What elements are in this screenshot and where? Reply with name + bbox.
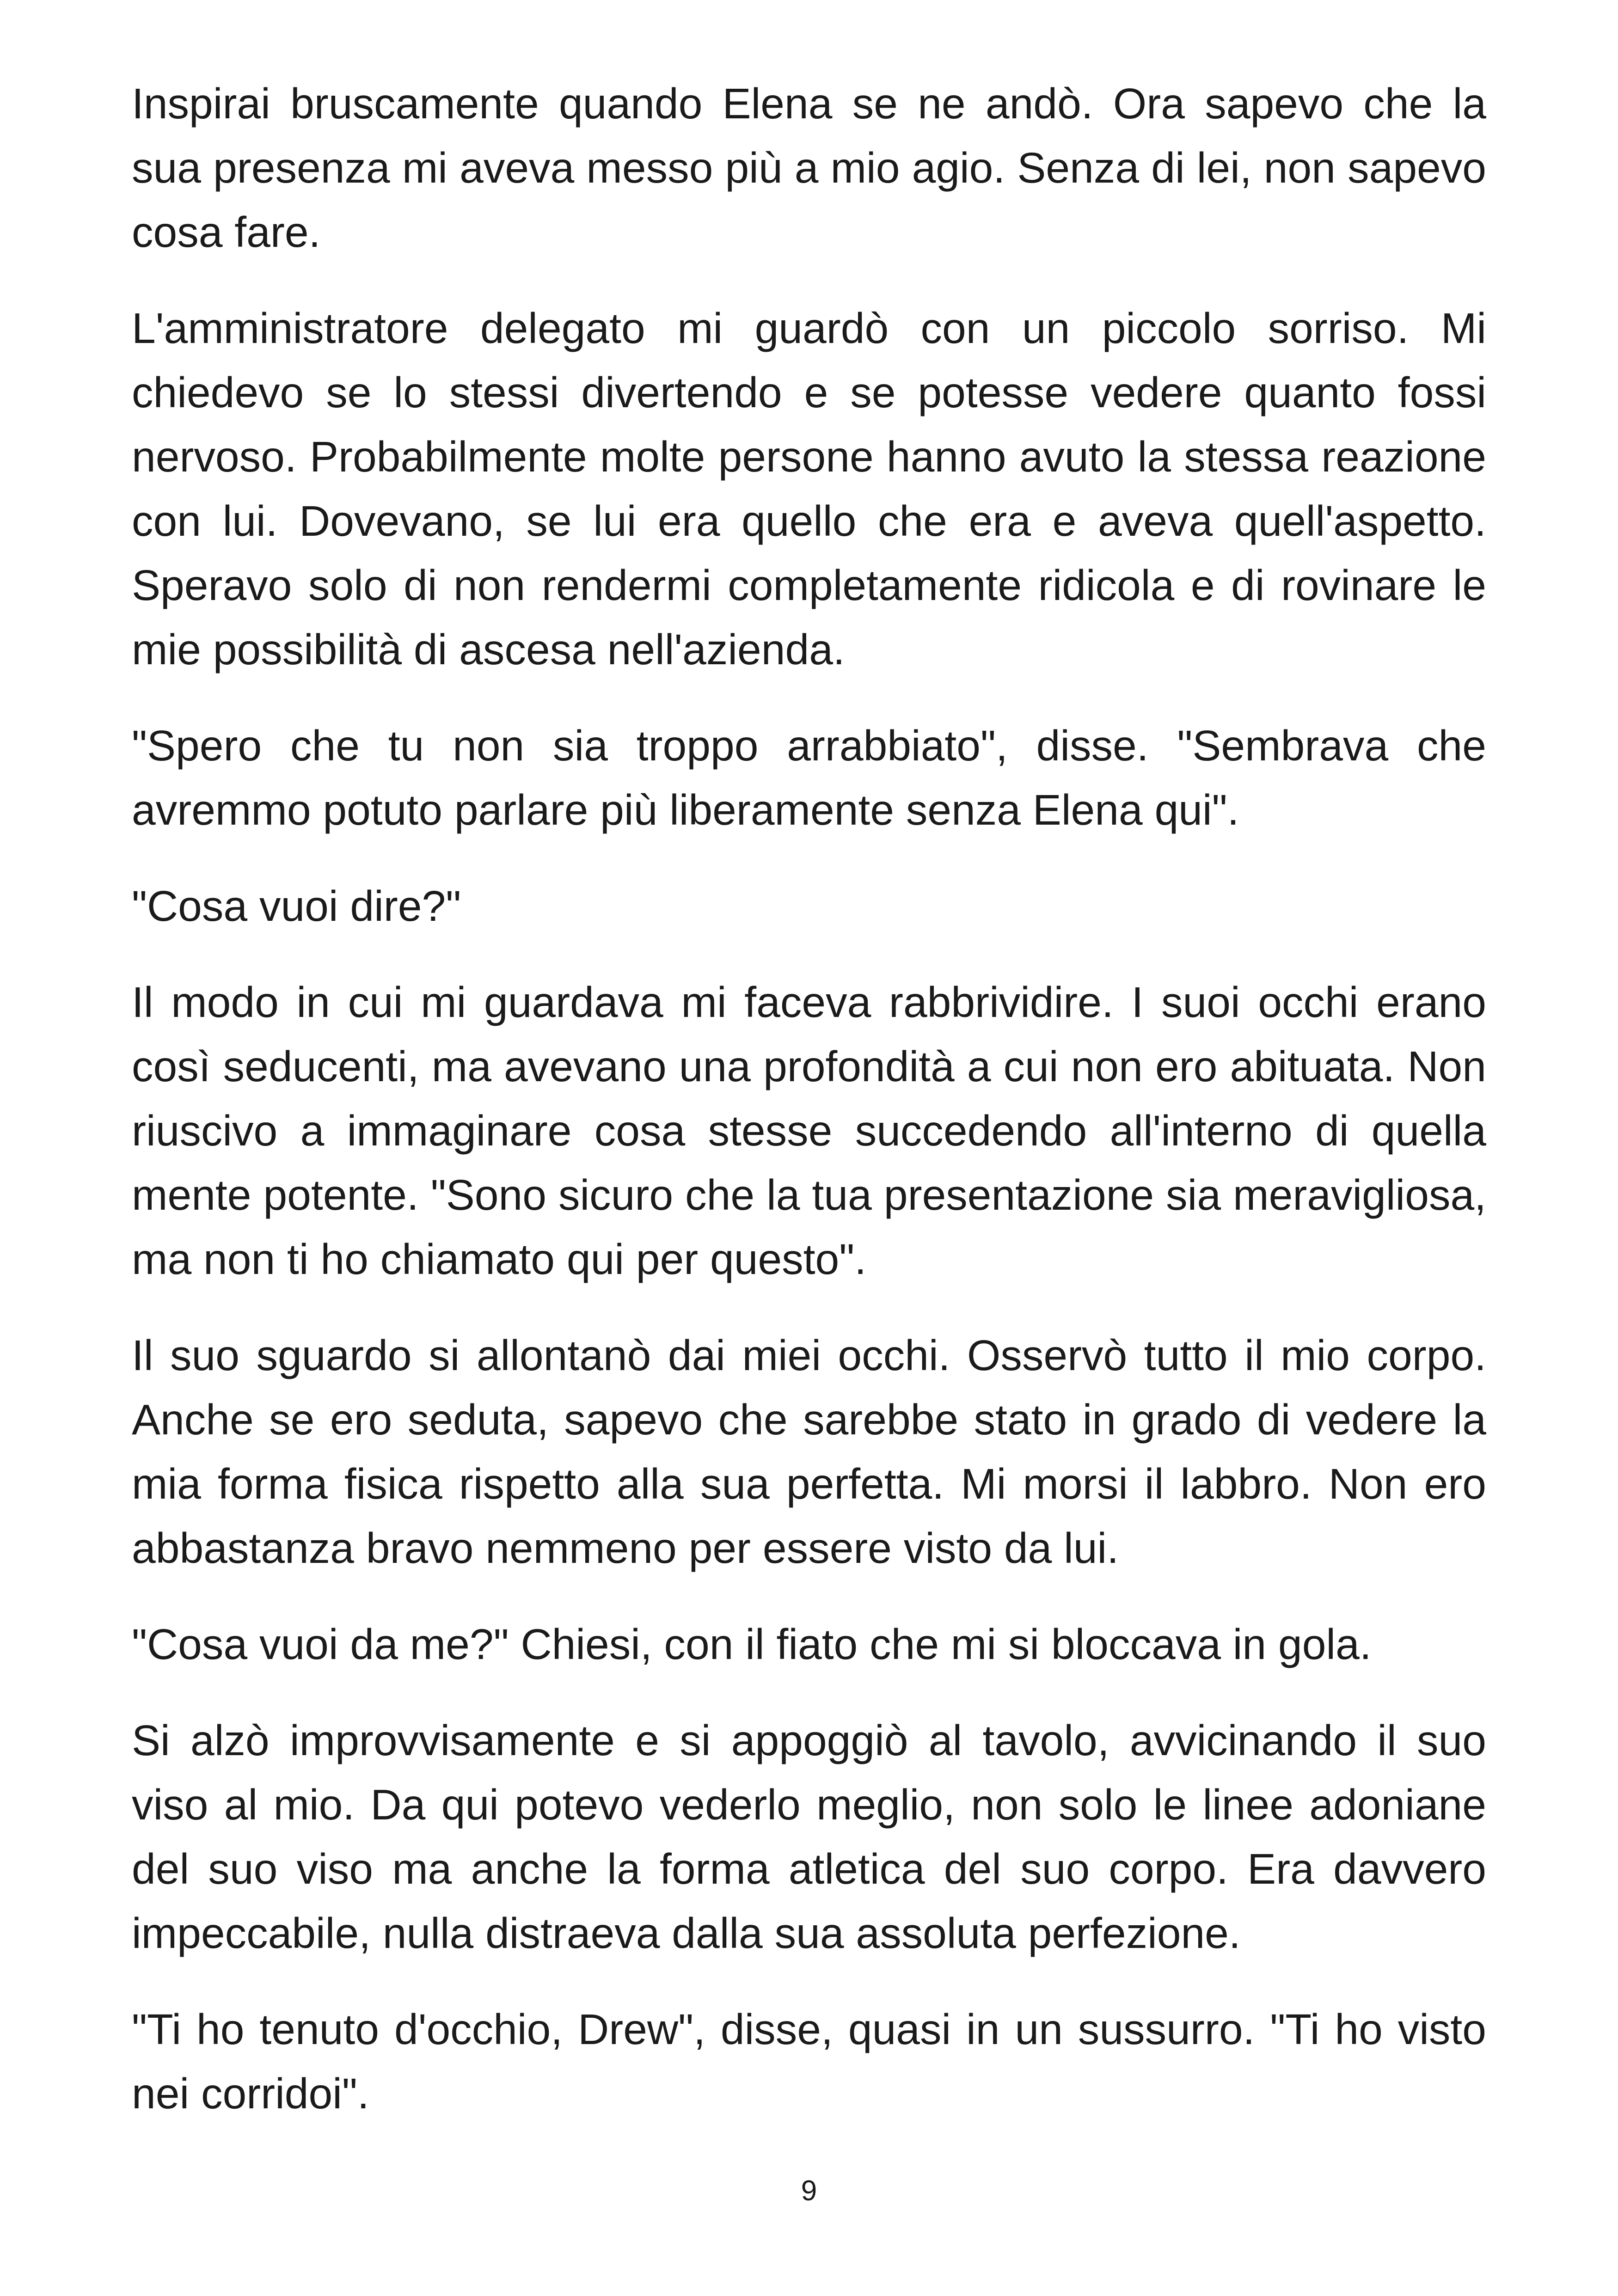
body-text [132, 72, 1486, 2158]
paragraph: Il suo sguardo si allontanò dai miei occhi. Osservò tutto il mio corpo. Anche se ero seduta, sapevo che sarebbe stato in grado di vedere la mia forma fisica rispetto alla sua perfetta. Mi morsi il labbro. Non ero abbastanza bravo nemmeno per essere visto da lui. [132, 1331, 1486, 1572]
paragraph: "Ti ho tenuto d'occhio, Drew", disse, quasi in un sussurro. "Ti ho visto nei corridoi". [132, 2005, 1486, 2118]
paragraph: Si alzò improvvisamente e si appoggiò al tavolo, avvicinando il suo viso al mio. Da qui potevo vederlo meglio, non solo le linee adoniane del suo viso ma anche la forma atletica del suo corpo. Era davvero impeccabile, nulla distraeva dalla sua assoluta perfezione. [132, 1716, 1486, 1957]
paragraph: "Spero che tu non sia troppo arrabbiato", disse. "Sembrava che avremmo potuto parlare più liberamente senza Elena qui". [132, 722, 1486, 834]
page-number: 9 [801, 2175, 817, 2207]
paragraph: L'amministratore delegato mi guardò con un piccolo sorriso. Mi chiedevo se lo stessi divertendo e se potesse vedere quanto fossi nervoso. Probabilmente molte persone hanno avuto la stessa reazione con lui. Dovevano, se lui era quello che era e aveva quell'aspetto. Speravo solo di non rendermi completamente ridicola e di rovinare le mie possibilità di ascesa nell'azienda. [132, 304, 1486, 673]
paragraph: Inspirai bruscamente quando Elena se ne andò. Ora sapevo che la sua presenza mi aveva messo più a mio agio. Senza di lei, non sapevo cosa fare. [132, 80, 1486, 256]
paragraph: Il modo in cui mi guardava mi faceva rabbrividire. I suoi occhi erano così seducenti, ma avevano una profondità a cui non ero abituata. Non riuscivo a immaginare cosa stesse succedendo all'interno di quella mente potente. "Sono sicuro che la tua presentazione sia meravigliosa, ma non ti ho chiamato qui per questo". [132, 978, 1486, 1283]
paragraph: "Cosa vuoi dire?" [132, 882, 461, 930]
paragraph: "Cosa vuoi da me?" Chiesi, con il fiato che mi si bloccava in gola. [132, 1620, 1372, 1668]
